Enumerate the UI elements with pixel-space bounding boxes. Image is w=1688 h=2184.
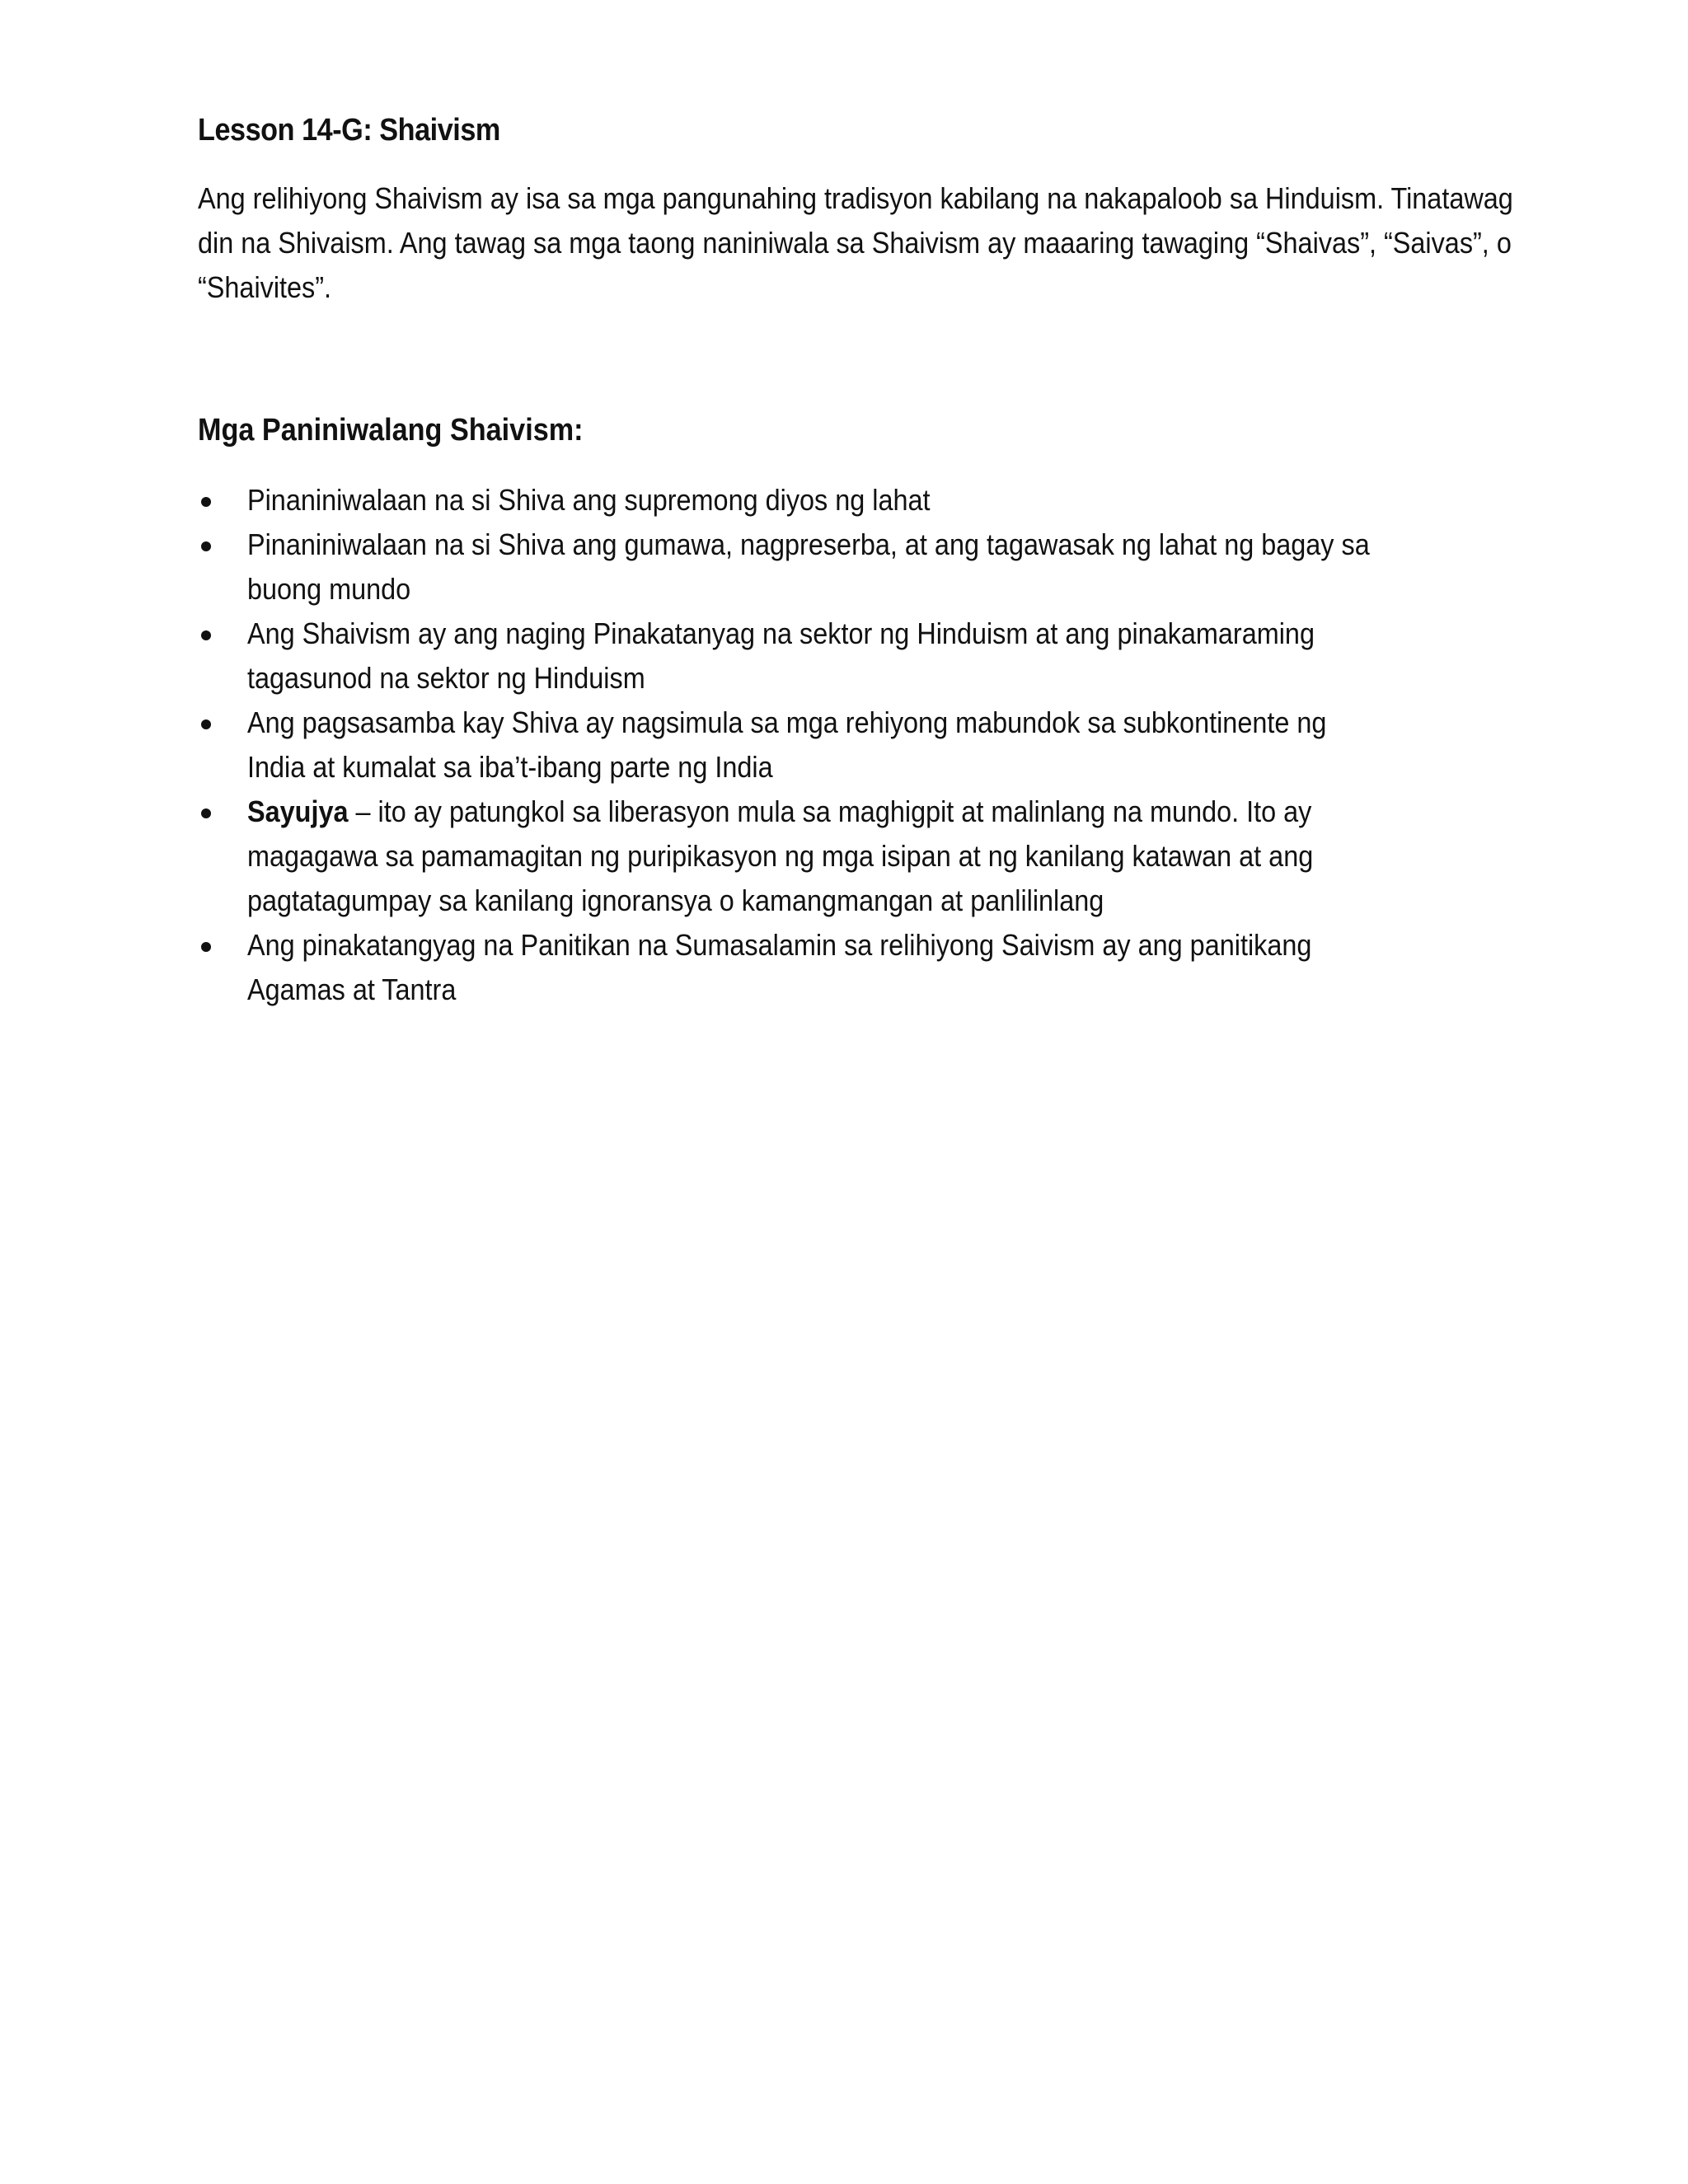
list-item-body: Ang pinakatangyag na Panitikan na Sumasalamin sa relihiyong Saivism ay ang panitikang Agamas at Tantra [247, 928, 1312, 1006]
intro-paragraph: Ang relihiyong Shaivism ay isa sa mga pangunahing tradisyon kabilang na nakapaloob sa Hinduism. Tinatawag din na Shivaism. Ang tawag sa mga taong naniniwala sa Shaivism ay maaaring tawaging “Shaivas”, “Saivas”, o “Shaivites”. [198, 181, 1513, 304]
bullet-icon [198, 790, 247, 834]
document-page [198, 107, 1517, 1012]
bullet-icon [198, 701, 247, 745]
list-item-text [247, 923, 1390, 1012]
list-item-body: Pinaniniwalaan na si Shiva ang gumawa, nagpreserba, at ang tagawasak ng lahat ng bagay sa buong mundo [247, 527, 1370, 606]
list-item-body: Pinaniniwalaan na si Shiva ang supremong diyos ng lahat [247, 483, 931, 517]
list-item [198, 790, 1517, 923]
list-item [198, 612, 1517, 701]
list-item [198, 523, 1517, 612]
bullet-icon [198, 923, 247, 968]
list-item [198, 923, 1517, 1012]
list-item-text [247, 612, 1390, 701]
list-item-text [247, 523, 1390, 612]
list-item-text [247, 701, 1390, 790]
bullet-icon [198, 478, 247, 523]
page-title: Lesson 14-G: Shaivism [198, 113, 500, 148]
list-item-text [247, 790, 1390, 923]
bullet-icon [198, 523, 247, 567]
bullet-icon [198, 612, 247, 656]
beliefs-list [198, 478, 1517, 1012]
list-item-body: – ito ay patungkol sa liberasyon mula sa maghigpit at malinlang na mundo. Ito ay magagawa sa pamamagitan ng puripikasyon ng mga isipan at ng kanilang katawan at ang pagtatagumpay sa kanilang ignoransya o kamangmangan at panlilinlang [247, 794, 1314, 917]
list-item-term: Sayujya [247, 794, 349, 828]
list-item-body: Ang pagsasamba kay Shiva ay nagsimula sa mga rehiyong mabundok sa subkontinente ng India at kumalat sa iba’t-ibang parte ng India [247, 705, 1327, 784]
section-title: Mga Paniniwalang Shaivism: [198, 413, 584, 448]
list-item-text [247, 478, 1390, 523]
list-item-body: Ang Shaivism ay ang naging Pinakatanyag na sektor ng Hinduism at ang pinakamaraming tagasunod na sektor ng Hinduism [247, 616, 1315, 695]
list-item [198, 701, 1517, 790]
list-item [198, 478, 1517, 523]
